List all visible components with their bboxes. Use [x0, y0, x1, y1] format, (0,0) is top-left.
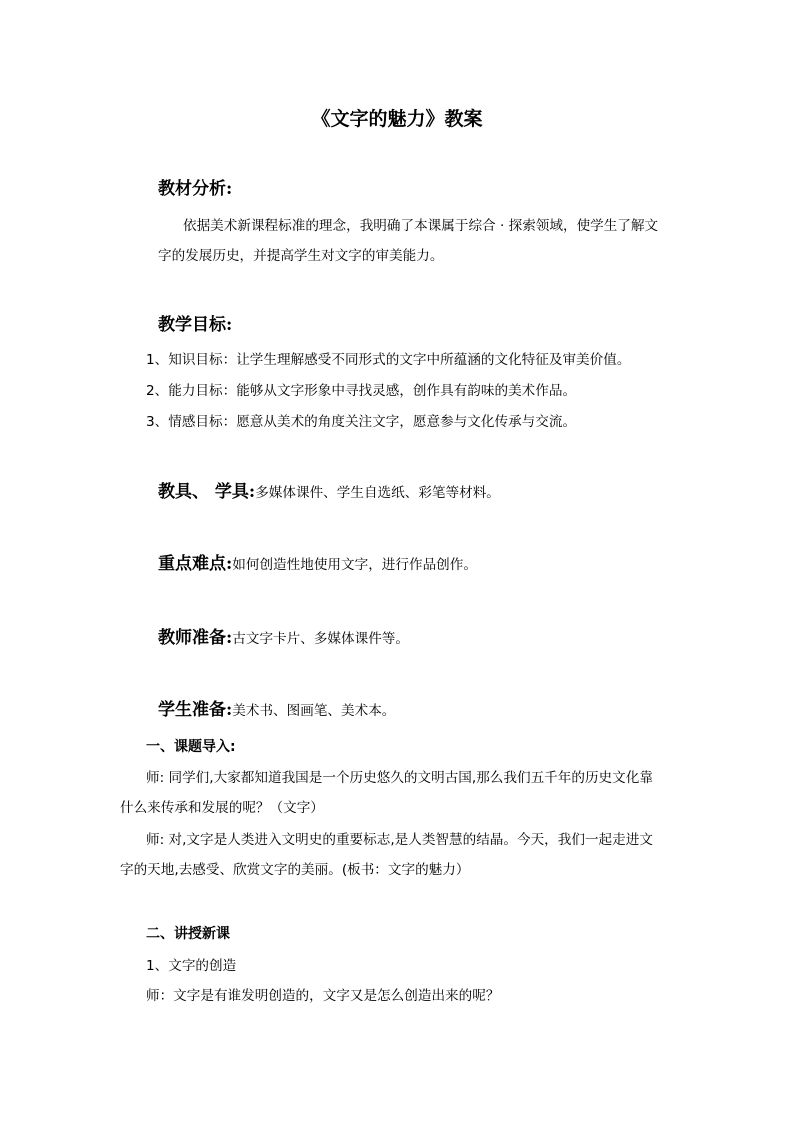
material-analysis-line1: 依据美术新课程标准的理念，我明确了本课属于综合 · 探索领域，使学生了解文 — [183, 218, 659, 234]
tools-label: 教具、 学具: — [158, 482, 256, 502]
key-points-value: 如何创造性地使用文字，进行作品创作。 — [232, 557, 477, 573]
teacher-prep-value: 古文字卡片、多媒体课件等。 — [232, 631, 409, 647]
material-analysis-heading: 教材分析: — [158, 179, 233, 199]
objectives-heading: 教学目标: — [158, 315, 233, 335]
teacher-prep-line — [158, 630, 409, 647]
tools-line — [158, 484, 500, 501]
student-prep-line — [158, 702, 395, 719]
section1-p1-line1: 师: 同学们,大家都知道我国是一个历史悠久的文明古国,那么我们五千年的历史文化靠 — [146, 770, 653, 786]
section2-heading: 二、讲授新课 — [146, 926, 230, 942]
section1-p1-line2: 什么来传承和发展的呢？（文字） — [120, 800, 324, 816]
objective-item-3: 3、情感目标：愿意从美术的角度关注文字，愿意参与文化传承与交流。 — [146, 414, 577, 430]
objective-item-2: 2、能力目标：能够从文字形象中寻找灵感，创作具有韵味的美术作品。 — [146, 383, 577, 399]
section2-sub1: 1、文字的创造 — [146, 958, 237, 974]
material-analysis-line2: 字的发展历史，并提高学生对文字的审美能力。 — [158, 248, 444, 264]
section1-p2-line2: 字的天地,去感受、欣赏文字的美丽。(板书：文字的魅力） — [120, 862, 470, 878]
student-prep-value: 美术书、图画笔、美术本。 — [232, 703, 396, 719]
key-points-label: 重点难点: — [158, 554, 233, 574]
student-prep-label: 学生准备: — [158, 700, 233, 720]
objective-item-1: 1、知识目标：让学生理解感受不同形式的文字中所蕴涵的文化特征及审美价值。 — [146, 352, 631, 368]
key-points-line — [158, 556, 477, 573]
section1-heading: 一、课题导入: — [146, 739, 236, 755]
tools-value: 多媒体课件、学生自选纸、彩笔等材料。 — [255, 485, 500, 501]
section2-question1: 师：文字是有谁发明创造的，文字又是怎么创造出来的呢？ — [146, 988, 500, 1004]
document-title: 《文字的魅力》教案 — [311, 108, 483, 130]
section1-p2-line1: 师: 对,文字是人类进入文明史的重要标志,是人类智慧的结晶。今天，我们一起走进文 — [146, 832, 653, 848]
teacher-prep-label: 教师准备: — [158, 628, 233, 648]
